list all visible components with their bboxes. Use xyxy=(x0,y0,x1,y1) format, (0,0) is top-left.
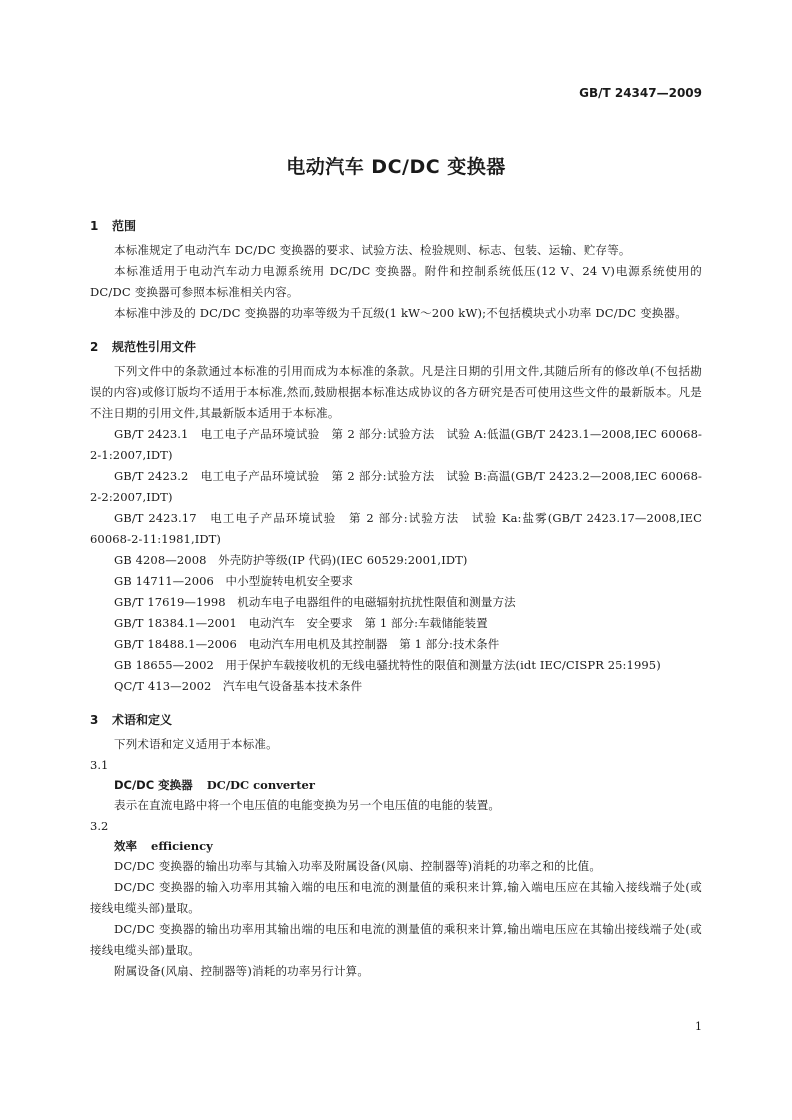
section-number: 3 xyxy=(90,713,99,727)
paragraph: 下列术语和定义适用于本标准。 xyxy=(114,737,278,751)
term-en: efficiency xyxy=(151,839,213,853)
section-normative-references xyxy=(90,333,702,697)
section-number: 2 xyxy=(90,340,99,354)
reference-item: GB/T 18488.1—2006 电动汽车用电机及其控制器 第 1 部分:技术条件 xyxy=(114,637,500,651)
reference-item: QC/T 413—2002 汽车电气设备基本技术条件 xyxy=(114,679,363,693)
section-heading xyxy=(90,212,702,240)
reference-item: GB/T 2423.2 电工电子产品环境试验 第 2 部分:试验方法 试验 B:高温(GB/T 2423.2—2008,IEC 60068-2-2:2007,IDT) xyxy=(90,469,702,504)
page-number: 1 xyxy=(695,1020,702,1033)
reference-item: GB/T 18384.1—2001 电动汽车 安全要求 第 1 部分:车载储能装置 xyxy=(114,616,488,630)
section-title: 术语和定义 xyxy=(112,713,173,727)
section-heading xyxy=(90,706,702,734)
term-zh: 效率 xyxy=(114,839,137,853)
term-definition: 表示在直流电路中将一个电压值的电能变换为另一个电压值的电能的装置。 xyxy=(114,798,501,812)
section-number: 1 xyxy=(90,219,99,233)
reference-item: GB 18655—2002 用于保护车载接收机的无线电骚扰特性的限值和测量方法(idt IEC/CISPR 25:1995) xyxy=(114,658,661,672)
paragraph: 下列文件中的条款通过本标准的引用而成为本标准的条款。凡是注日期的引用文件,其随后所有的修改单(不包括勘误的内容)或修订版均不适用于本标准,然而,鼓励根据本标准达成协议的各方研究是否可使用这些文件的最新版本。凡是不注日期的引用文件,其最新版本适用于本标准。 xyxy=(90,364,702,420)
section-heading xyxy=(90,333,702,361)
term-definition: DC/DC 变换器的输出功率与其输入功率及附属设备(风扇、控制器等)消耗的功率之和的比值。 xyxy=(114,859,602,873)
term-definition: 附属设备(风扇、控制器等)消耗的功率另行计算。 xyxy=(114,964,370,978)
reference-item: GB 4208—2008 外壳防护等级(IP 代码)(IEC 60529:2001,IDT) xyxy=(114,553,468,567)
standard-number: GB/T 24347—2009 xyxy=(579,86,702,100)
term-definition: DC/DC 变换器的输入功率用其输入端的电压和电流的测量值的乘积来计算,输入端电压应在其输入接线端子处(或接线电缆头部)量取。 xyxy=(90,880,702,915)
term-zh: DC/DC 变换器 xyxy=(114,778,193,792)
reference-item: GB/T 2423.1 电工电子产品环境试验 第 2 部分:试验方法 试验 A:低温(GB/T 2423.1—2008,IEC 60068-2-1:2007,IDT) xyxy=(90,427,702,462)
document-body xyxy=(90,212,702,982)
paragraph: 本标准适用于电动汽车动力电源系统用 DC/DC 变换器。附件和控制系统低压(12 V、24 V)电源系统使用的 DC/DC 变换器可参照本标准相关内容。 xyxy=(90,264,702,299)
term-number: 3.1 xyxy=(90,758,109,772)
reference-item: GB/T 17619—1998 机动车电子电器组件的电磁辐射抗扰性限值和测量方法 xyxy=(114,595,516,609)
paragraph: 本标准规定了电动汽车 DC/DC 变换器的要求、试验方法、检验规则、标志、包装、运输、贮存等。 xyxy=(114,243,631,257)
term-number: 3.2 xyxy=(90,819,109,833)
term-definition: DC/DC 变换器的输出功率用其输出端的电压和电流的测量值的乘积来计算,输出端电压应在其输出接线端子处(或接线电缆头部)量取。 xyxy=(90,922,702,957)
term-entry xyxy=(90,836,702,856)
document-title: 电动汽车 DC/DC 变换器 xyxy=(286,156,506,178)
reference-item: GB 14711—2006 中小型旋转电机安全要求 xyxy=(114,574,354,588)
section-title: 范围 xyxy=(112,219,137,233)
section-terms-definitions xyxy=(90,706,702,982)
term-entry xyxy=(90,775,702,795)
paragraph: 本标准中涉及的 DC/DC 变换器的功率等级为千瓦级(1 kW～200 kW);不包括模块式小功率 DC/DC 变换器。 xyxy=(114,306,687,320)
term-en: DC/DC converter xyxy=(206,778,315,792)
reference-item: GB/T 2423.17 电工电子产品环境试验 第 2 部分:试验方法 试验 Ka:盐雾(GB/T 2423.17—2008,IEC 60068-2-11:1981,IDT) xyxy=(90,511,702,546)
section-title: 规范性引用文件 xyxy=(112,340,197,354)
section-scope xyxy=(90,212,702,324)
